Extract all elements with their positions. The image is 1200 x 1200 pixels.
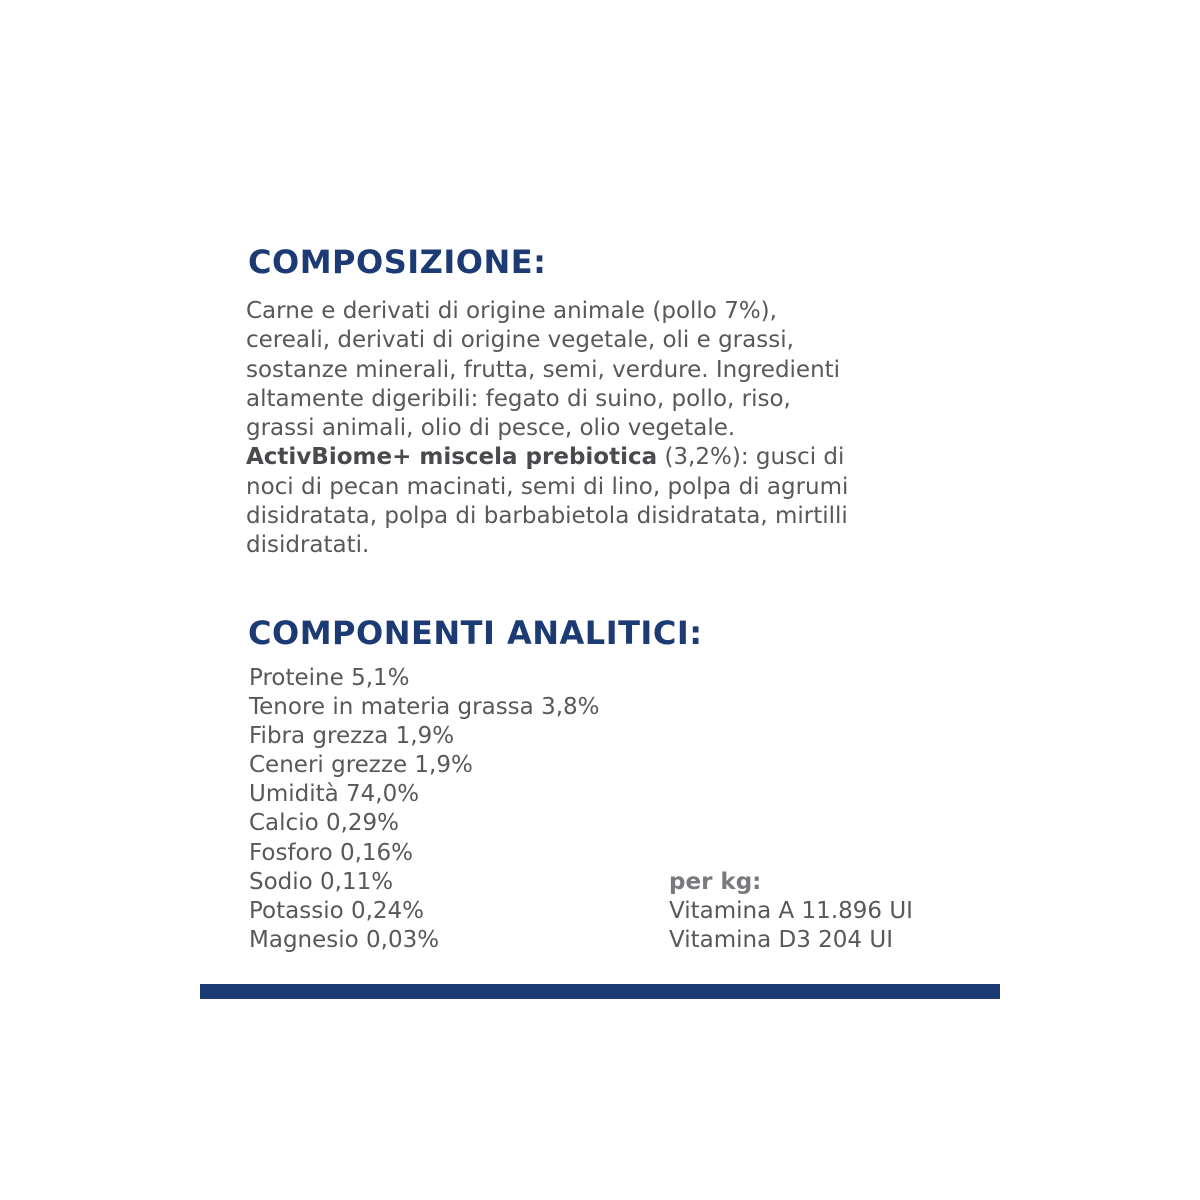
analytic-components-list [249,664,600,955]
analytic-item-grassi: Tenore in materia grassa 3,8% [249,694,600,721]
bottom-accent-bar [200,984,1000,999]
composition-line: sostanze minerali, frutta, semi, verdure. Ingredienti [246,356,841,383]
vitamins-block [669,868,913,955]
vitamin-item-a: Vitamina A 11.896 UI [669,898,913,925]
vitamin-item-d3: Vitamina D3 204 UI [669,927,893,954]
prebiotic-name: ActivBiome+ miscela prebiotica [246,444,658,471]
analytic-item-potassio: Potassio 0,24% [249,897,425,924]
analytic-item-calcio: Calcio 0,29% [249,810,400,837]
composition-line: disidratata, polpa di barbabietola disidratata, mirtilli [246,503,848,530]
composition-line: altamente digeribili: fegato di suino, pollo, riso, [246,385,791,412]
analytic-item-umidita: Umidità 74,0% [249,781,420,808]
composition-line: grassi animali, olio di pesce, olio vegetale. [246,415,736,442]
analytic-item-fosforo: Fosforo 0,16% [249,839,414,866]
composition-line: noci di pecan macinati, semi di lino, polpa di agrumi [246,473,849,500]
analytic-item-sodio: Sodio 0,11% [249,868,394,895]
composition-line: Carne e derivati di origine animale (pollo 7%), [246,298,777,324]
analytic-item-fibra: Fibra grezza 1,9% [249,723,455,750]
prebiotic-line [246,443,986,472]
analytic-item-proteine: Proteine 5,1% [249,665,410,691]
analytic-components-heading: COMPONENTI ANALITICI: [248,614,703,652]
composition-heading: COMPOSIZIONE: [248,243,547,281]
composition-line: cereali, derivati di origine vegetale, oli e grassi, [246,327,794,354]
analytic-item-ceneri: Ceneri grezze 1,9% [249,752,473,779]
composition-text [246,297,986,561]
vitamins-heading: per kg: [669,869,762,895]
composition-line: disidratati. [246,532,370,559]
prebiotic-detail: (3,2%): gusci di [657,444,845,471]
analytic-item-magnesio: Magnesio 0,03% [249,926,440,953]
